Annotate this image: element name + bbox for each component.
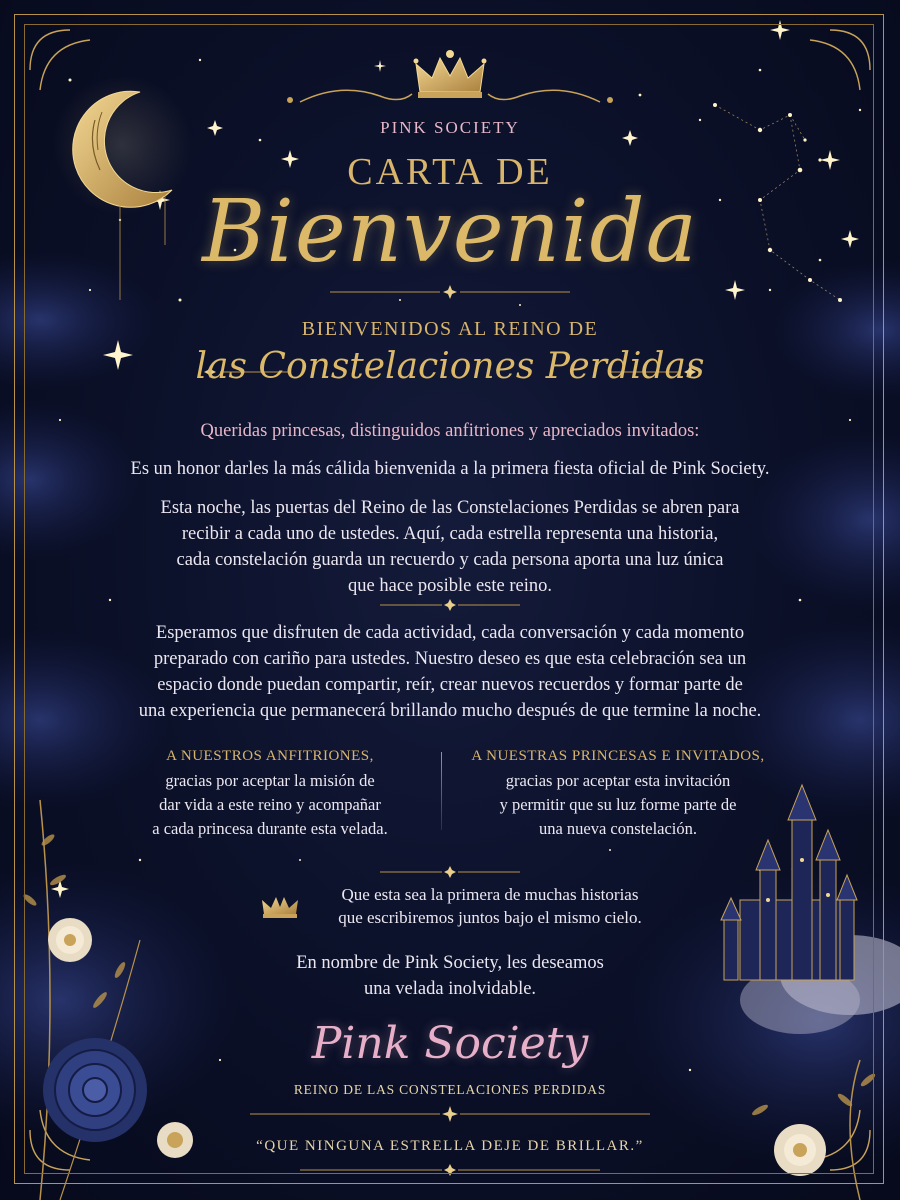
title-line-1: CARTA DE xyxy=(347,151,553,193)
motto: “QUE NINGUNA ESTRELLA DEJE DE BRILLAR.” xyxy=(256,1138,644,1154)
closing-line: una velada inolvidable. xyxy=(363,979,537,999)
paragraph-2 xyxy=(0,495,900,599)
paragraph-1: Es un honor darles la más cálida bienvenida a la primera fiesta oficial de Pink Society. xyxy=(130,459,770,479)
paragraph-3-line: espacio donde puedan compartir, reír, crear nuevos recuerdos y formar parte de xyxy=(157,675,743,695)
closing-greeting xyxy=(0,950,900,1002)
title-script: Bienvenida xyxy=(202,182,698,282)
guests-line: y permitir que su luz forme parte de xyxy=(499,795,737,814)
guests-line: una nueva constelación. xyxy=(538,819,698,838)
welcome-heading: BIENVENIDOS AL REINO DE xyxy=(301,318,599,340)
paragraph-2-line: que hace posible este reino. xyxy=(348,576,552,596)
paragraph-2-line: cada constelación guarda un recuerdo y cada persona aporta una luz única xyxy=(176,550,724,570)
closing-line: Que esta sea la primera de muchas historias xyxy=(341,885,639,904)
paragraph-2-line: recibir a cada uno de ustedes. Aquí, cada estrella representa una historia, xyxy=(181,524,719,544)
hosts-heading: A NUESTROS ANFITRIONES, xyxy=(166,748,374,764)
hosts-column xyxy=(110,748,430,841)
paragraph-3-line: una experiencia que permanecerá brillando mucho después de que termine la noche. xyxy=(138,701,762,721)
guests-line: gracias por aceptar esta invitación xyxy=(505,771,731,790)
paragraph-3-line: Esperamos que disfruten de cada actividad, cada conversación y cada momento xyxy=(155,623,745,643)
closing-line: En nombre de Pink Society, les deseamos xyxy=(296,953,604,973)
paragraph-3-line: preparado con cariño para ustedes. Nuestro deseo es que esta celebración sea un xyxy=(153,649,747,669)
column-divider xyxy=(441,752,442,830)
hosts-line: gracias por aceptar la misión de xyxy=(165,771,375,790)
closing-wish xyxy=(310,883,670,929)
paragraph-2-line: Esta noche, las puertas del Reino de las Constelaciones Perdidas se abren para xyxy=(160,498,740,518)
welcome-script: las Constelaciones Perdidas xyxy=(195,346,705,387)
guests-column xyxy=(458,748,778,841)
brand-label: PINK SOCIETY xyxy=(380,118,520,137)
paragraph-3 xyxy=(0,620,900,724)
hosts-line: a cada princesa durante esta velada. xyxy=(152,819,388,838)
greeting: Queridas princesas, distinguidos anfitriones y apreciados invitados: xyxy=(200,421,700,441)
signature: Pink Society xyxy=(311,1018,589,1069)
realm-label: REINO DE LAS CONSTELACIONES PERDIDAS xyxy=(293,1082,607,1097)
closing-line: que escribiremos juntos bajo el mismo cielo. xyxy=(338,908,642,927)
hosts-line: dar vida a este reino y acompañar xyxy=(159,795,381,814)
guests-heading: A NUESTRAS PRINCESAS E INVITADOS, xyxy=(471,748,765,764)
